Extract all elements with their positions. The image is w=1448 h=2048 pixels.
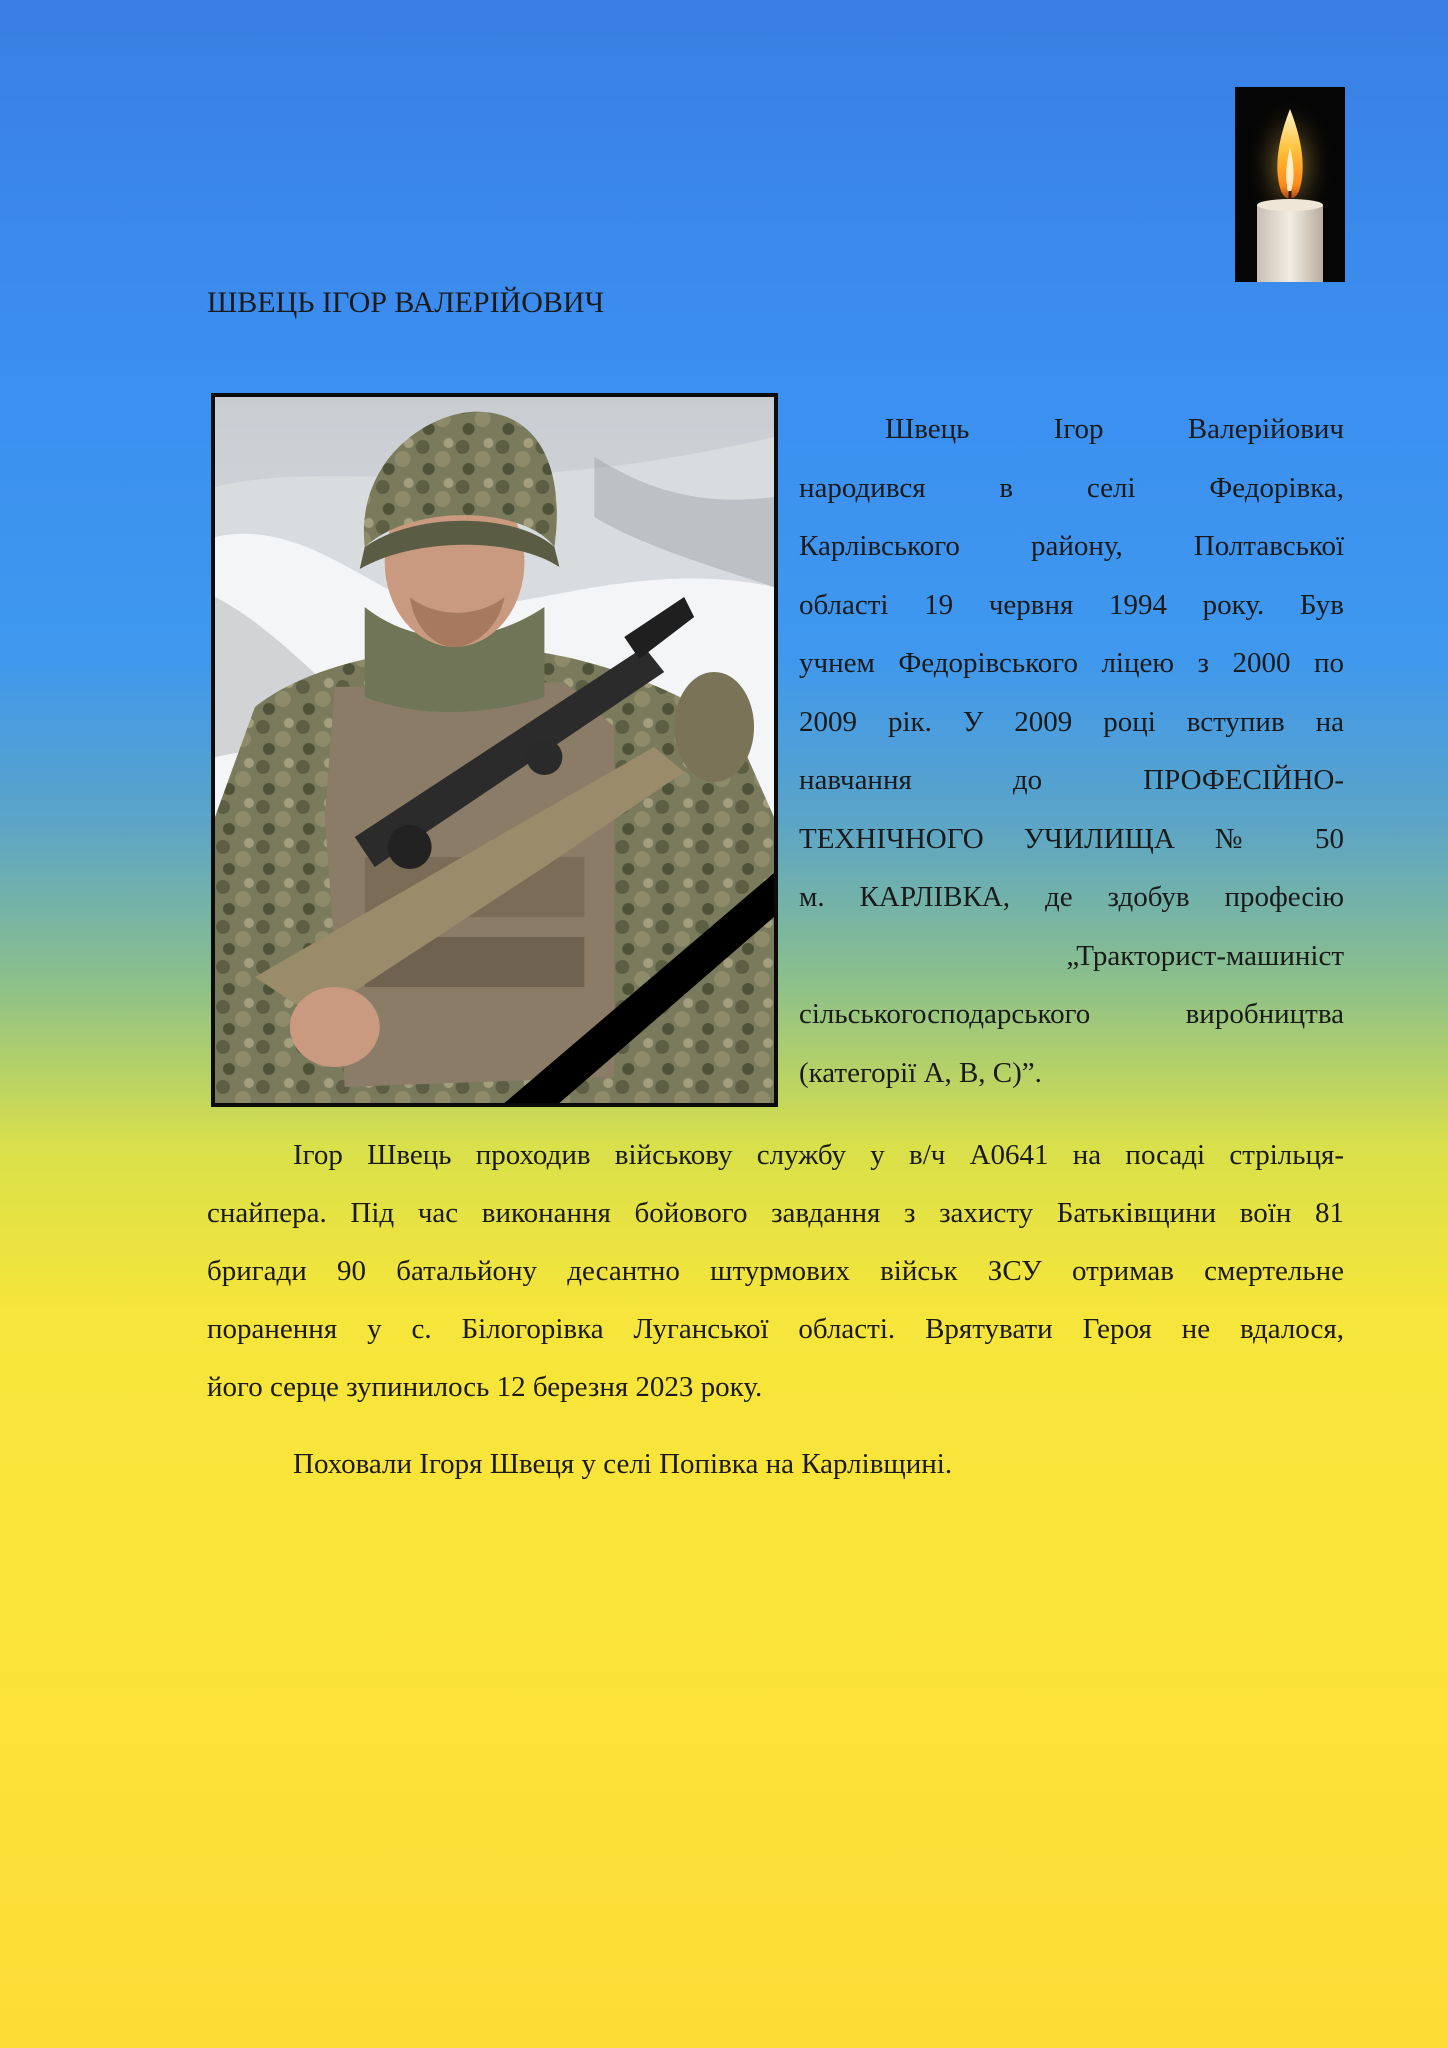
service-line: його серце зупинилось 12 березня 2023 року. [207, 1371, 763, 1403]
bio-line: сільськогосподарського виробництва [799, 998, 1344, 1030]
bio-line: учнем Федорівського ліцею з 2000 по [799, 647, 1344, 679]
military-service-paragraph [207, 1126, 1344, 1416]
bio-line: 2009 рік. У 2009 році вступив на [799, 705, 1344, 738]
candle-image [1235, 87, 1345, 282]
biography-paragraph-right [799, 400, 1344, 1102]
bio-line: області 19 червня 1994 року. Був [799, 588, 1344, 621]
service-line: снайпера. Під час виконання бойового завдання з захисту Батьківщини воїн 81 [207, 1197, 1344, 1229]
service-line: поранення у с. Білогорівка Луганської області. Врятувати Героя не вдалося, [207, 1313, 1344, 1345]
soldier-portrait-illustration [215, 397, 774, 1103]
bio-line: ТЕХНІЧНОГО УЧИЛИЩА № 50 [799, 822, 1344, 855]
bio-line: навчання до ПРОФЕСІЙНО- [799, 764, 1344, 796]
bio-line: (категорії А, В, С)”. [799, 1056, 1042, 1089]
bio-line: м. КАРЛІВКА, де здобув професію [799, 881, 1344, 913]
bio-line: Швець Ігор Валерійович [885, 413, 1344, 445]
bio-line: „Тракторист-машиніст [1066, 939, 1344, 972]
candle-icon [1235, 87, 1345, 282]
service-line: бригади 90 батальйону десантно штурмових військ ЗСУ отримав смертельне [207, 1255, 1344, 1287]
bio-line: народився в селі Федорівка, [799, 471, 1344, 504]
bio-line: Карлівського району, Полтавської [799, 530, 1344, 562]
portrait-photo [211, 393, 778, 1107]
burial-paragraph: Поховали Ігоря Швеця у селі Попівка на Карлівщині. [293, 1448, 953, 1480]
page-title: ШВЕЦЬ ІГОР ВАЛЕРІЙОВИЧ [207, 286, 605, 319]
service-line: Ігор Швець проходив військову службу у в/ч А0641 на посаді стрільця- [293, 1139, 1344, 1171]
